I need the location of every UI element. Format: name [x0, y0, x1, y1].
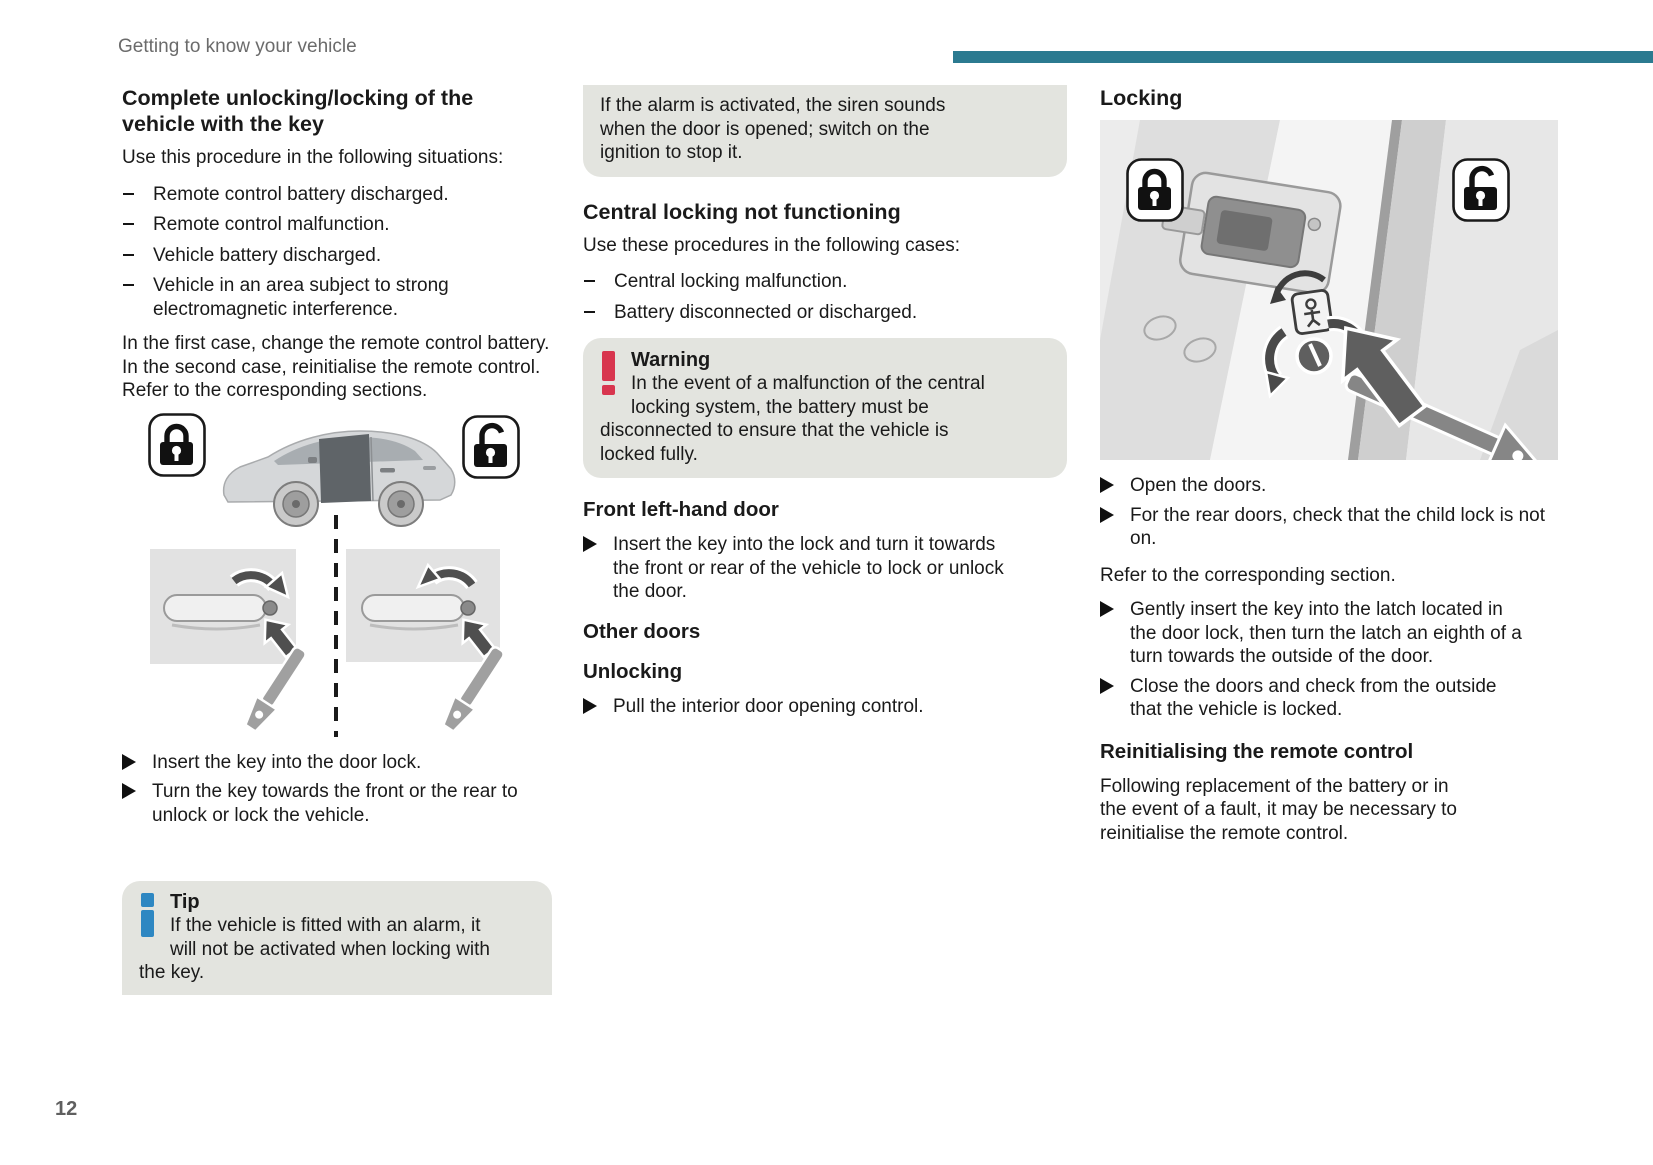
key-steps — [122, 751, 552, 828]
tip-text: If the vehicle is fitted with an alarm, it will not be activated when locking with the key. — [139, 915, 491, 983]
dash-bullet-icon — [584, 311, 595, 313]
page-number: 12 — [55, 1098, 78, 1120]
triangle-bullet-icon — [1100, 477, 1114, 493]
info-icon — [141, 893, 154, 937]
dash-bullet-icon — [123, 193, 134, 195]
accent-bar — [953, 51, 1653, 63]
locking-steps-1 — [1100, 474, 1558, 551]
key-lock-unlock-illustration — [122, 409, 552, 741]
list-item: Battery disconnected or discharged. — [614, 301, 918, 323]
section-heading-central-locking: Central locking not functioning — [583, 199, 901, 224]
car-side-view — [224, 431, 455, 526]
subheading-reinitialising: Reinitialising the remote control — [1100, 739, 1414, 763]
tip-continuation-text: If the alarm is activated, the siren sounds when the door is opened; switch on the ignition to stop it. — [600, 95, 946, 163]
front-door-steps — [583, 533, 1067, 604]
triangle-bullet-icon — [583, 536, 597, 552]
warning-box — [583, 338, 1067, 478]
door-handle-lock-panel — [150, 549, 312, 735]
subheading-front-left-door: Front left-hand door — [583, 498, 779, 521]
step-text: Gently insert the key into the latch located in the door lock, then turn the latch an eighth of a turn towards the outside of the door. — [1130, 599, 1522, 667]
column-1 — [122, 85, 552, 995]
paragraph-line: Refer to the corresponding sections. — [122, 380, 428, 401]
tip-continuation-box — [583, 85, 1067, 177]
triangle-bullet-icon — [1100, 601, 1114, 617]
unlocking-steps — [583, 695, 1067, 719]
locking-steps-2 — [1100, 598, 1558, 722]
column-2 — [583, 85, 1067, 724]
body-paragraph — [122, 332, 552, 403]
list-item: Vehicle battery discharged. — [153, 244, 382, 266]
paragraph-line: In the second case, reinitialise the remote control. — [122, 356, 541, 378]
paragraph-line: In the first case, change the remote control battery. — [122, 333, 550, 354]
reinitialising-text: Following replacement of the battery or in the event of a fault, it may be necessary to reinitialise the remote control. — [1100, 775, 1457, 844]
dash-bullet-icon — [123, 254, 134, 256]
step-text: Pull the interior door opening control. — [613, 695, 924, 717]
tip-box — [122, 881, 552, 995]
padlock-closed-icon — [150, 414, 205, 475]
situation-list — [122, 183, 552, 322]
subheading-unlocking: Unlocking — [583, 659, 683, 683]
list-item: Remote control battery discharged. — [153, 183, 449, 205]
body-paragraph: Refer to the corresponding section. — [1100, 564, 1396, 586]
triangle-bullet-icon — [1100, 507, 1114, 523]
step-text: Turn the key towards the front or the rear to unlock or lock the vehicle. — [152, 781, 518, 826]
list-item: Central locking malfunction. — [614, 271, 848, 292]
warning-exclamation-icon — [602, 351, 615, 395]
list-item: Vehicle in an area subject to strong electromagnetic interference. — [153, 275, 449, 320]
padlock-open-icon — [464, 416, 519, 477]
dash-bullet-icon — [123, 284, 134, 286]
cases-list — [583, 270, 1067, 324]
step-text: Insert the key into the door lock. — [152, 751, 422, 773]
padlock-open-icon — [1454, 160, 1509, 221]
section-heading-locking: Locking — [1100, 86, 1183, 110]
list-item: Remote control malfunction. — [153, 214, 390, 235]
door-handle-unlock-panel — [346, 549, 510, 735]
step-text: For the rear doors, check that the child lock is not on. — [1130, 504, 1546, 549]
dash-bullet-icon — [584, 280, 595, 282]
dash-bullet-icon — [123, 223, 134, 225]
column-3 — [1100, 85, 1558, 845]
step-text: Open the doors. — [1130, 475, 1267, 496]
warning-title: Warning — [631, 349, 711, 371]
warning-text: In the event of a malfunction of the central locking system, the battery must be disconnected to ensure that the vehicle is locked fully. — [600, 373, 985, 465]
triangle-bullet-icon — [122, 783, 136, 799]
step-text: Close the doors and check from the outside that the vehicle is locked. — [1130, 675, 1497, 720]
door-latch-locking-illustration — [1100, 120, 1558, 460]
section-heading-complete-unlocking: Complete unlocking/locking of the vehicle with the key — [122, 86, 474, 136]
triangle-bullet-icon — [1100, 678, 1114, 694]
intro-text: Use these procedures in the following cases: — [583, 234, 961, 256]
triangle-bullet-icon — [583, 698, 597, 714]
tip-title: Tip — [170, 891, 200, 913]
padlock-closed-icon — [1128, 160, 1183, 221]
running-header: Getting to know your vehicle — [118, 36, 357, 57]
triangle-bullet-icon — [122, 754, 136, 770]
subheading-other-doors: Other doors — [583, 619, 701, 643]
intro-text: Use this procedure in the following situations: — [122, 147, 504, 168]
step-text: Insert the key into the lock and turn it towards the front or rear of the vehicle to lock or unlock the door. — [613, 534, 1004, 602]
